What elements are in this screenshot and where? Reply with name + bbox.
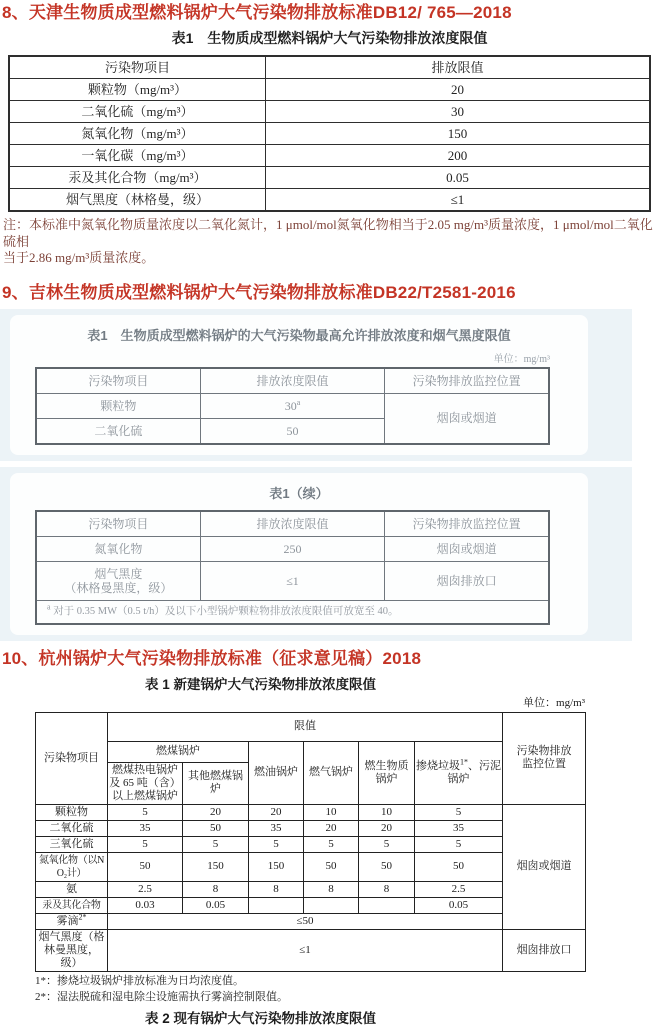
table-row [9, 145, 650, 167]
pollutant-name-cell: 雾滴$^{2*}$ [36, 913, 108, 929]
monitor-location-cell: 烟囱排放口 [385, 561, 549, 600]
limit-value-cell: 5 [359, 836, 415, 852]
limit-value-cell: 8 [359, 881, 415, 897]
monitor-location-cell: 烟囱排放口 [503, 929, 586, 971]
limit-value-cell: ≤1 [265, 189, 650, 212]
jilin-table1-caption: 表1 生物质成型燃料锅炉的大气污染物最高允许排放浓度和烟气黑度限值 [87, 327, 511, 343]
jilin-table2-card [10, 473, 588, 635]
oil-boiler-header: 燃油锅炉 [249, 741, 304, 804]
limit-value-cell [304, 897, 359, 913]
limit-value-cell: 8 [183, 881, 249, 897]
concentration-limit-header: 排放浓度限值 [200, 368, 385, 394]
note-line-2: 当于2.86 mg/m³质量浓度。 [3, 250, 155, 265]
tianjin-emission-table [8, 55, 651, 212]
limit-value-merged-cell: ≤50 [108, 913, 503, 929]
table-row [36, 929, 586, 971]
note-line-1: 注：本标准中氮氧化物质量浓度以二氧化氮计，1 μmol/mol氮氧化物相当于2.05 mg/m³质量浓度，1 μmol/mol二氧化硫相 [3, 217, 653, 249]
limit-value-cell: ≤1 [200, 561, 385, 600]
limit-value-cell: 5 [108, 836, 183, 852]
pollutant-name-cell: 烟气黑度（林格曼，级） [9, 189, 265, 212]
limit-value-cell: 10 [304, 804, 359, 820]
table-row [36, 561, 549, 600]
limit-value-cell: 50 [359, 852, 415, 881]
hangzhou-footnote-1: 1*：掺烧垃圾锅炉排放标准为日均浓度值。 [35, 974, 244, 987]
section-8-heading: 8、天津生物质成型燃料锅炉大气污染物排放标准DB12/ 765—2018 [2, 3, 512, 22]
limit-value-cell: 0.03 [108, 897, 183, 913]
table-row [36, 393, 549, 418]
table-header-row [9, 56, 650, 79]
table-row [9, 101, 650, 123]
monitor-location-cell: 烟囱或烟道 [385, 536, 549, 561]
jilin-table2-image [0, 467, 632, 641]
limit-value-cell: 35 [108, 820, 183, 836]
limit-value-cell: 5 [183, 836, 249, 852]
table-header-row [36, 511, 549, 537]
limit-value-cell: 0.05 [183, 897, 249, 913]
limit-value-cell: 5 [304, 836, 359, 852]
footnote-marker: 2* [78, 911, 87, 921]
jilin-emission-table-2 [35, 510, 550, 625]
limit-value-cell: 5 [415, 804, 503, 820]
limit-value-cell: 2.5 [415, 881, 503, 897]
limit-value-merged-cell: ≤1 [108, 929, 503, 971]
limit-value-cell: 0.05 [415, 897, 503, 913]
limit-value-cell: 150 [265, 123, 650, 145]
pollutant-name-cell: 氨 [36, 881, 108, 897]
limit-value-cell: 5 [249, 836, 304, 852]
pollutant-name-cell: 颗粒物 [36, 393, 200, 418]
jilin-table1-unit: 单位：mg/m³ [493, 353, 550, 365]
table-footnote-cell: $^a$ 对于 0.35 MW（0.5 t/h）及以下小型锅炉颗粒物排放浓度限值可放宽至 40。 [36, 600, 549, 624]
gas-boiler-header: 燃气锅炉 [304, 741, 359, 804]
hangzhou-footnote-2: 2*：湿法脱硫和湿电除尘设施需执行雾滴控制限值。 [35, 990, 288, 1003]
table-row [9, 123, 650, 145]
monitor-location-cell: 烟囱或烟道 [385, 393, 549, 444]
footnote-marker: a [296, 397, 301, 407]
table-row [36, 536, 549, 561]
limit-value-cell: 20 [183, 804, 249, 820]
pollutant-name-cell: 一氧化碳（mg/m³） [9, 145, 265, 167]
hangzhou-table1-caption: 表 1 新建锅炉大气污染物排放浓度限值 [145, 676, 377, 692]
jilin-table1-image [0, 309, 632, 461]
pollutant-name-cell: 氮氧化物（mg/m³） [9, 123, 265, 145]
section-9-heading: 9、吉林生物质成型燃料锅炉大气污染物排放标准DB22/T2581-2016 [2, 282, 516, 302]
limit-value-cell: 8 [304, 881, 359, 897]
hangzhou-table2-caption: 表 2 现有锅炉大气污染物排放浓度限值 [145, 1010, 377, 1026]
pollutant-name-cell [36, 561, 200, 600]
emission-limit-header: 排放限值 [265, 56, 650, 79]
pollutant-name-cell: 二氧化硫 [36, 418, 200, 444]
jilin-emission-table-1 [35, 367, 550, 445]
smoke-blackness-line2: （林格曼黑度，级） [64, 580, 173, 595]
table-row [9, 189, 650, 212]
limit-value-cell: 20 [304, 820, 359, 836]
coal-boiler-group-header: 燃煤锅炉 [108, 741, 249, 762]
table-header-row [36, 368, 549, 394]
table-header-row-1 [36, 712, 586, 741]
pollutant-item-header: 污染物项目 [9, 56, 265, 79]
other-coal-boiler-header: 其他燃煤锅炉 [183, 762, 249, 804]
jilin-table2-caption: 表1（续） [269, 485, 329, 501]
limit-value-cell: 250 [200, 536, 385, 561]
hangzhou-emission-table [35, 712, 586, 972]
pollutant-name-cell: 氮氧化物 [36, 536, 200, 561]
pollutant-name-cell: 三氧化硫 [36, 836, 108, 852]
monitor-location-header: 污染物排放监控位置 [385, 368, 549, 394]
limit-value-cell: 2.5 [108, 881, 183, 897]
jilin-table1-card [10, 315, 588, 455]
limit-value-cell: 0.05 [265, 167, 650, 189]
section-10-heading: 10、杭州锅炉大气污染物排放标准（征求意见稿）2018 [2, 648, 422, 668]
table-row [9, 79, 650, 101]
waste-sludge-boiler-header: 掺烧垃圾$^{1*}$、污泥锅炉 [415, 741, 503, 804]
monitor-location-header: 污染物排放监控位置 [385, 511, 549, 537]
monitor-location-header: 污染物排放监控位置 [503, 712, 586, 804]
pollutant-name-cell: 颗粒物（mg/m³） [9, 79, 265, 101]
coal-thermal-boiler-header: 燃煤热电锅炉及 65 吨（含）以上燃煤锅炉 [108, 762, 183, 804]
table-footnote-row [36, 600, 549, 624]
table-row [9, 167, 650, 189]
pollutant-name-cell: 颗粒物 [36, 804, 108, 820]
table-row [36, 804, 586, 820]
limit-value-cell: 10 [359, 804, 415, 820]
limit-value-cell: 8 [249, 881, 304, 897]
pollutant-name-cell: 二氧化硫（mg/m³） [9, 101, 265, 123]
limit-value-cell: 35 [249, 820, 304, 836]
pollutant-item-header: 污染物项目 [36, 712, 108, 804]
limit-value-cell: 50 [304, 852, 359, 881]
pollutant-name-cell: 二氧化硫 [36, 820, 108, 836]
limit-value-cell: 50 [200, 418, 385, 444]
limit-value-cell: 30 [265, 101, 650, 123]
limit-value-cell [359, 897, 415, 913]
pollutant-item-header: 污染物项目 [36, 368, 200, 394]
limit-group-header: 限值 [108, 712, 503, 741]
limit-value-cell: 20 [249, 804, 304, 820]
limit-value-cell: 30$^a$ [200, 393, 385, 418]
limit-value-cell: 20 [265, 79, 650, 101]
limit-value-cell [249, 897, 304, 913]
pollutant-name-cell: 氮氧化物（以NO₂计） [36, 852, 108, 881]
limit-value-cell: 150 [249, 852, 304, 881]
biomass-boiler-header: 燃生物质锅炉 [359, 741, 415, 804]
limit-value-cell: 50 [108, 852, 183, 881]
limit-value-cell: 35 [415, 820, 503, 836]
smoke-blackness-line1: 烟气黑度 [94, 566, 143, 581]
limit-value-cell: 5 [108, 804, 183, 820]
limit-value-cell: 20 [359, 820, 415, 836]
pollutant-name-cell: 烟气黑度（格林曼黑度，级） [36, 929, 108, 971]
limit-value-cell: 50 [415, 852, 503, 881]
limit-value-cell: 150 [183, 852, 249, 881]
limit-value-cell: 50 [183, 820, 249, 836]
limit-value-cell: 200 [265, 145, 650, 167]
monitor-location-cell: 烟囱或烟道 [503, 804, 586, 929]
concentration-limit-header: 排放浓度限值 [200, 511, 385, 537]
pollutant-item-header: 污染物项目 [36, 511, 200, 537]
pollutant-name-cell: 汞及其化合物 [36, 897, 108, 913]
tianjin-table-caption: 表1 生物质成型燃料锅炉大气污染物排放浓度限值 [171, 30, 488, 46]
footnote-marker: 1* [460, 756, 469, 766]
footnote-marker: a [47, 602, 51, 611]
limit-value-cell: 5 [415, 836, 503, 852]
hangzhou-table1-unit: 单位：mg/m³ [523, 696, 585, 709]
tianjin-table-note [3, 217, 657, 267]
pollutant-name-cell: 汞及其化合物（mg/m³） [9, 167, 265, 189]
